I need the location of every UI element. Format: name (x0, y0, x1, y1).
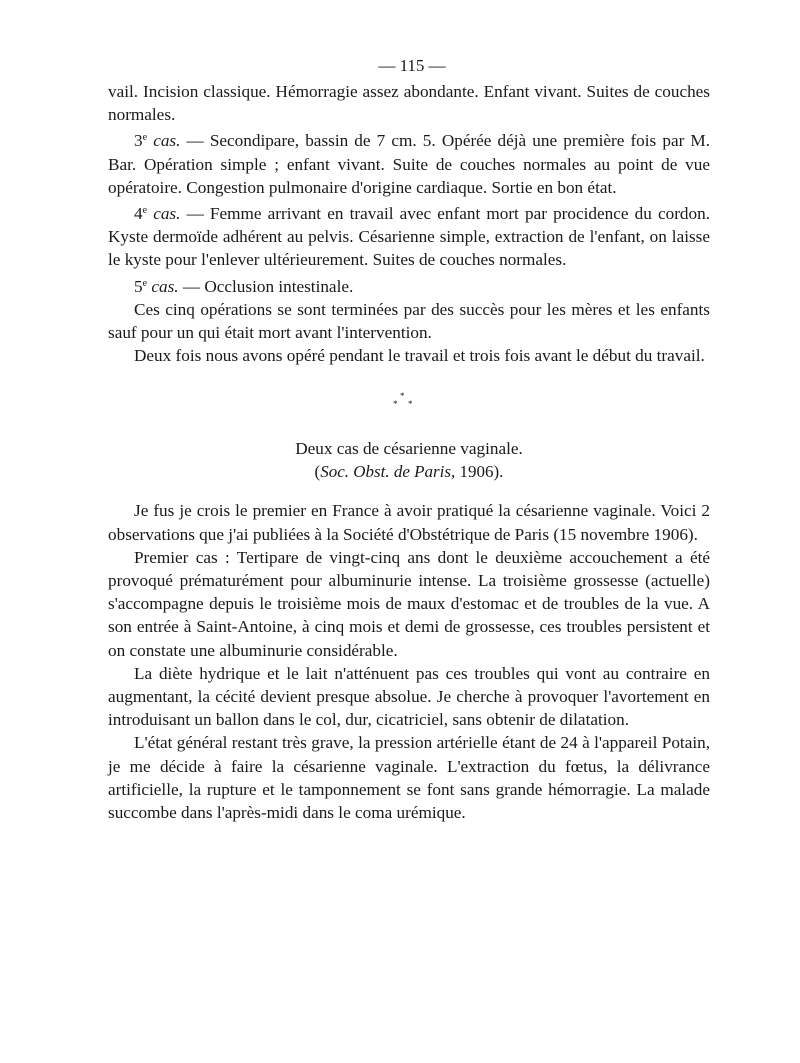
case-4-label: cas. (153, 204, 181, 224)
paragraph-diete: La diète hydrique et le lait n'atténuent pas ces troubles qui vont au contraire en augmentant, la cécité devient presque absolue. Je cherche à provoquer l'avortement en introduisant un ballon dans le col, dur, cicatriciel, sans obtenir de dilatation. (108, 663, 710, 730)
case-3-paragraph (108, 126, 710, 199)
section-separator-asterism (108, 367, 710, 427)
page-number: — 115 — (378, 56, 446, 75)
paragraph-timing: Deux fois nous avons opéré pendant le travail et trois fois avant le début du travail. (134, 346, 705, 366)
case-4-number: 4e (134, 204, 148, 224)
case-5-number: 5e (134, 276, 148, 296)
document-page (108, 52, 710, 824)
case-4-paragraph (108, 199, 710, 272)
paragraph-continuation: vail. Incision classique. Hémorragie assez abondante. Enfant vivant. Suites de couches normales. (108, 82, 710, 125)
case-5-paragraph (108, 272, 710, 298)
case-3-number: 3e (134, 131, 148, 151)
case-5-label: cas. (151, 276, 179, 296)
case-4-text: — Femme arrivant en travail avec enfant mort par procidence du cordon. Kyste dermoïde adhérent au pelvis. Césarienne simple, extraction de l'enfant, on laisse le kyste pour l'enlever ultérieurement. Suites de couches normales. (108, 204, 710, 270)
asterism-star-left: * (393, 399, 398, 410)
case-3-label: cas. (153, 131, 181, 151)
case-5-text: — Occlusion intestinale. (178, 276, 354, 296)
section-title: Deux cas de césarienne vaginale. (295, 439, 523, 459)
asterism-star-right: * (408, 399, 413, 410)
paragraph-etat-general: L'état général restant très grave, la pression artérielle étant de 24 à l'appareil Potain, je me décide à faire la césarienne vaginale. L'extraction du fœtus, la délivrance artificielle, la rupture et le tamponnement se font sans grande hémorragie. La malade succombe dans l'après-midi dans le coma urémique. (108, 733, 710, 823)
paragraph-summary: Ces cinq opérations se sont terminées par des succès pour les mères et les enfants sauf pour un qui était mort avant l'intervention. (108, 299, 710, 343)
section-source: (Soc. Obst. de Paris, 1906). (314, 462, 504, 482)
case-3-text: — Secondipare, bassin de 7 cm. 5. Opérée déjà une première fois par M. Bar. Opération simple ; enfant vivant. Suite de couches normales au point de vue opératoire. Congestion pulmonaire d'origine cardiaque. Sortie en bon état. (108, 131, 711, 197)
asterism-star-top: * (400, 391, 405, 402)
paragraph-premier-cas: Premier cas : Tertipare de vingt-cinq ans dont le deuxième accouchement a été provoqué prématurément pour albuminurie intense. La troisième grossesse (actuelle) s'accompagne depuis le troisième mois de maux d'estomac et de troubles de la vue. A son entrée à Saint-Antoine, à cinq mois et demi de grossesse, ces troubles persistent et on constate une albuminurie considérable. (108, 547, 710, 660)
paragraph-intro: Je fus je crois le premier en France à avoir pratiqué la césarienne vaginale. Voici 2 observations que j'ai publiées à la Société d'Obstétrique de Paris (15 novembre 1906). (108, 501, 710, 544)
